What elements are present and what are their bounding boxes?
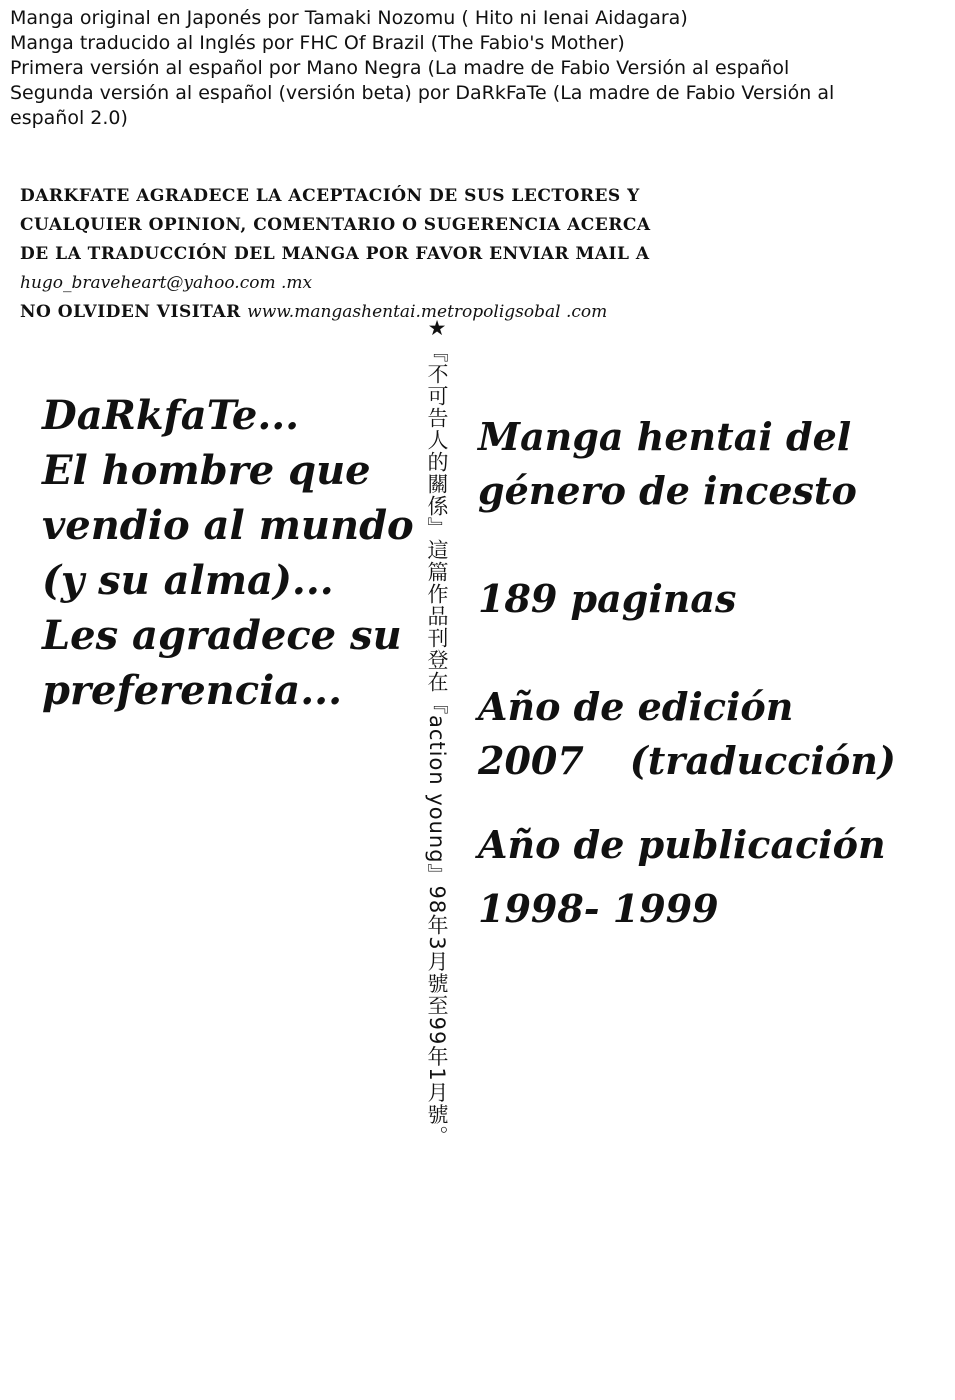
- vertical-chinese-note: [422, 316, 452, 1171]
- notice-email: hugo_braveheart@yahoo.com .mx: [20, 273, 313, 293]
- credit-spanish-second: Segunda versión al español (versión beta) por DaRkFaTe (La madre de Fabio Versión al español 2.0): [10, 82, 835, 129]
- message-line-6: preferencia...: [42, 667, 342, 714]
- notice-visit-label: NO OLVIDEN VISITAR: [20, 302, 241, 322]
- notice-line-2: CUALQUIER OPINION, COMENTARIO O SUGERENCIA ACERCA: [20, 215, 651, 235]
- edition-year: 2007: [478, 738, 584, 783]
- message-line-2: El hombre que: [42, 447, 371, 494]
- genre-line-1: Manga hentai del: [478, 414, 852, 459]
- message-line-4: (y su alma)...: [42, 557, 334, 604]
- edition-note: (traducción): [629, 738, 896, 783]
- credit-english: Manga traducido al Inglés por FHC Of Brazil (The Fabio's Mother): [10, 32, 625, 54]
- notice-line-3: DE LA TRADUCCIÓN DEL MANGA POR FAVOR ENVIAR MAIL A: [20, 244, 650, 264]
- credit-spanish-first: Primera versión al español por Mano Negra (La madre de Fabio Versión al español: [10, 57, 790, 79]
- edition-row: [478, 734, 918, 788]
- message-line-5: Les agradece su: [42, 612, 402, 659]
- message-line-3: vendio al mundo: [42, 502, 414, 549]
- message-line-1: DaRkfaTe...: [42, 392, 300, 439]
- publication-label: Año de publicación: [478, 822, 886, 867]
- vertical-note-text: ★『不可告人的關係』這篇作品刊登在『action young』98年3月號至99年1月號。: [425, 316, 449, 1148]
- credit-original: Manga original en Japonés por Tamaki Nozomu ( Hito ni Ienai Aidagara): [10, 7, 688, 29]
- genre-line-2: género de incesto: [478, 468, 857, 513]
- notice-visit-url: www.mangashentai.metropoligsobal .com: [247, 302, 608, 322]
- translator-message: [42, 388, 412, 718]
- notice-block: [20, 182, 840, 327]
- publication-years: 1998- 1999: [478, 886, 719, 931]
- credits-block: [10, 6, 910, 131]
- edition-label: Año de edición: [478, 684, 794, 729]
- page-count: 189 paginas: [478, 576, 737, 621]
- manga-info: [478, 410, 918, 936]
- notice-line-1: DARKFATE AGRADECE LA ACEPTACIÓN DE SUS LECTORES Y: [20, 186, 640, 206]
